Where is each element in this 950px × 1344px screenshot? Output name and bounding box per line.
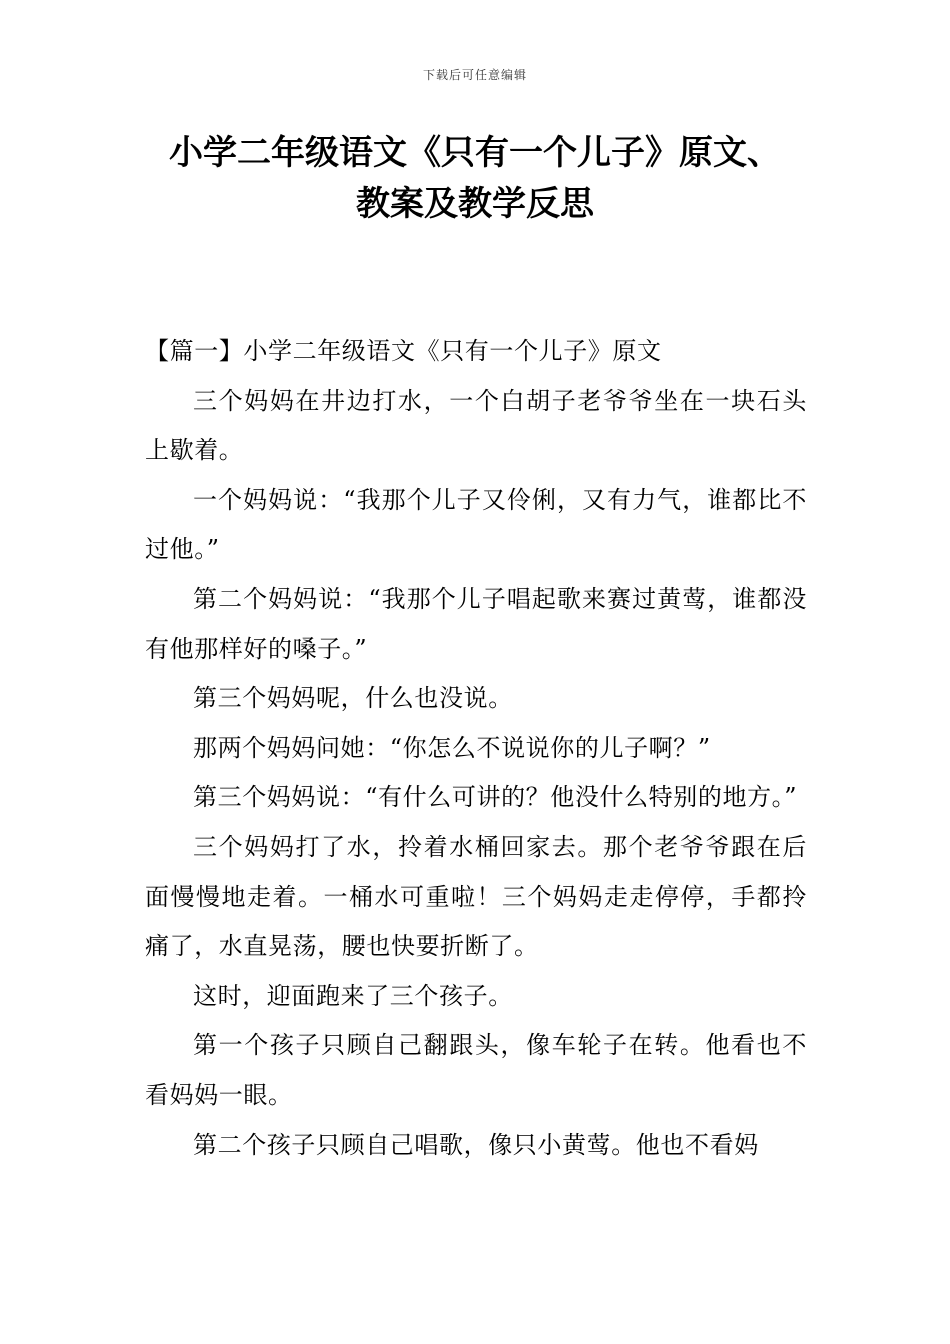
title-line-1: 小学二年级语文《只有一个儿子》原文、 [169, 133, 781, 173]
header-note: 下载后可任意编辑 [422, 68, 527, 82]
paragraph: 那两个妈妈问她：“你怎么不说说你的儿子啊？” [193, 733, 711, 762]
body-text [145, 327, 807, 1170]
title-line-2: 教案及教学反思 [356, 184, 594, 224]
paragraph: 这时，迎面跑来了三个孩子。 [193, 981, 513, 1010]
paragraph: 第三个妈妈呢，什么也没说。 [193, 684, 513, 713]
paragraph: 三个妈妈打了水，拎着水桶回家去。那个老爷爷跟在后面慢慢地走着。一桶水可重啦！三个妈妈走走停停，手都拎痛了，水直晃荡，腰也快要折断了。 [145, 832, 807, 961]
paragraph: 第二个妈妈说：“我那个儿子唱起歌来赛过黄莺，谁都没有他那样好的嗓子。” [145, 584, 807, 663]
paragraph: 第二个孩子只顾自己唱歌，像只小黄莺。他也不看妈 [193, 1130, 759, 1159]
paragraph: 第一个孩子只顾自己翻跟头，像车轮子在转。他看也不看妈妈一眼。 [145, 1031, 807, 1109]
document-title [60, 128, 890, 230]
section-heading: 【篇一】小学二年级语文《只有一个儿子》原文 [145, 337, 662, 365]
paragraph: 一个妈妈说：“我那个儿子又伶俐，又有力气，谁都比不过他。” [145, 485, 807, 564]
paragraph: 三个妈妈在井边打水，一个白胡子老爷爷坐在一块石头上歇着。 [145, 386, 807, 465]
paragraph: 第三个妈妈说：“有什么可讲的？他没什么特别的地方。” [193, 783, 798, 812]
